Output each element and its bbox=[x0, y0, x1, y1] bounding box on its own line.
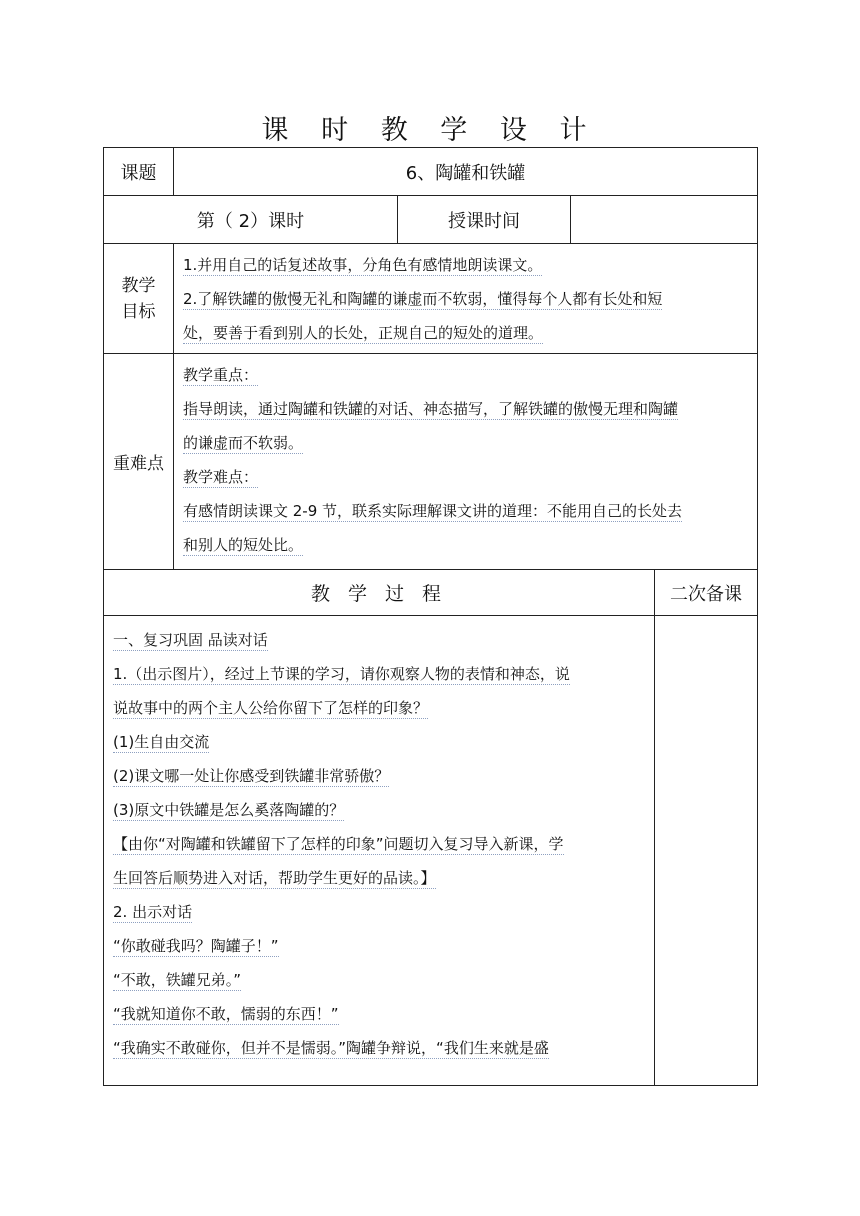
process-line: (3)原文中铁罐是怎么奚落陶罐的？ bbox=[113, 801, 345, 819]
process-section-heading: 一、复习巩固 品读对话 bbox=[113, 631, 268, 649]
second-prep-header: 二次备课 bbox=[655, 570, 758, 616]
process-content bbox=[104, 616, 655, 1086]
goals-label bbox=[104, 244, 174, 354]
key-line: 的谦虚而不软弱。 bbox=[183, 434, 304, 452]
topic-label: 课题 bbox=[104, 148, 174, 196]
goals-label-line: 教学 bbox=[121, 275, 156, 296]
dialogue-line: “不敢，铁罐兄弟。” bbox=[113, 971, 242, 989]
page-title: 课 时 教 学 设 计 bbox=[261, 115, 599, 146]
second-prep-content bbox=[655, 616, 758, 1086]
process-header: 教 学 过 程 bbox=[104, 570, 655, 616]
topic-row bbox=[104, 148, 758, 196]
goal-line: 2.了解铁罐的傲慢无礼和陶罐的谦虚而不软弱，懂得每个人都有长处和短 bbox=[183, 290, 663, 308]
goal-line: 1.并用自己的话复述故事，分角色有感情地朗读课文。 bbox=[183, 256, 543, 274]
goals-content bbox=[174, 244, 758, 354]
key-points-row bbox=[104, 354, 758, 570]
period-text: 第（ 2）课时 bbox=[104, 196, 398, 244]
difficulty-line: 有感情朗读课文 2-9 节，联系实际理解课文讲的道理：不能用自己的长处去 bbox=[183, 502, 683, 520]
process-line: 【由你“对陶罐和铁罐留下了怎样的印象”问题切入复习导入新课，学 bbox=[113, 835, 564, 853]
key-line: 指导朗读，通过陶罐和铁罐的对话、神态描写，了解铁罐的傲慢无理和陶罐 bbox=[183, 400, 679, 418]
process-line: (2)课文哪一处让你感受到铁罐非常骄傲？ bbox=[113, 767, 390, 785]
process-line: 1.（出示图片），经过上节课的学习，请你观察人物的表情和神态，说 bbox=[113, 665, 570, 683]
time-label: 授课时间 bbox=[398, 196, 571, 244]
goals-row bbox=[104, 244, 758, 354]
process-line: 生回答后顺势进入对话，帮助学生更好的品读。】 bbox=[113, 869, 436, 887]
difficulty-heading: 教学难点： bbox=[183, 468, 259, 486]
lesson-plan-table bbox=[103, 147, 758, 1086]
difficulty-line: 和别人的短处比。 bbox=[183, 536, 304, 554]
process-line: 2. 出示对话 bbox=[113, 903, 193, 921]
time-value bbox=[571, 196, 758, 244]
key-heading: 教学重点： bbox=[183, 366, 259, 384]
period-row bbox=[104, 196, 758, 244]
goals-label-line: 目标 bbox=[121, 301, 156, 322]
dialogue-line: “我就知道你不敢，懦弱的东西！” bbox=[113, 1005, 339, 1023]
process-line: 说故事中的两个主人公给你留下了怎样的印象？ bbox=[113, 699, 429, 717]
goal-line: 处，要善于看到别人的长处，正规自己的短处的道理。 bbox=[183, 324, 544, 342]
dialogue-line: “你敢碰我吗？陶罐子！” bbox=[113, 937, 279, 955]
process-header-row bbox=[104, 570, 758, 616]
process-row bbox=[104, 616, 758, 1086]
key-label: 重难点 bbox=[104, 354, 174, 570]
dialogue-line: “我确实不敢碰你，但并不是懦弱。”陶罐争辩说，“我们生来就是盛 bbox=[113, 1039, 549, 1057]
process-line: (1)生自由交流 bbox=[113, 733, 210, 751]
topic-value: 6、陶罐和铁罐 bbox=[174, 148, 758, 196]
key-content bbox=[174, 354, 758, 570]
